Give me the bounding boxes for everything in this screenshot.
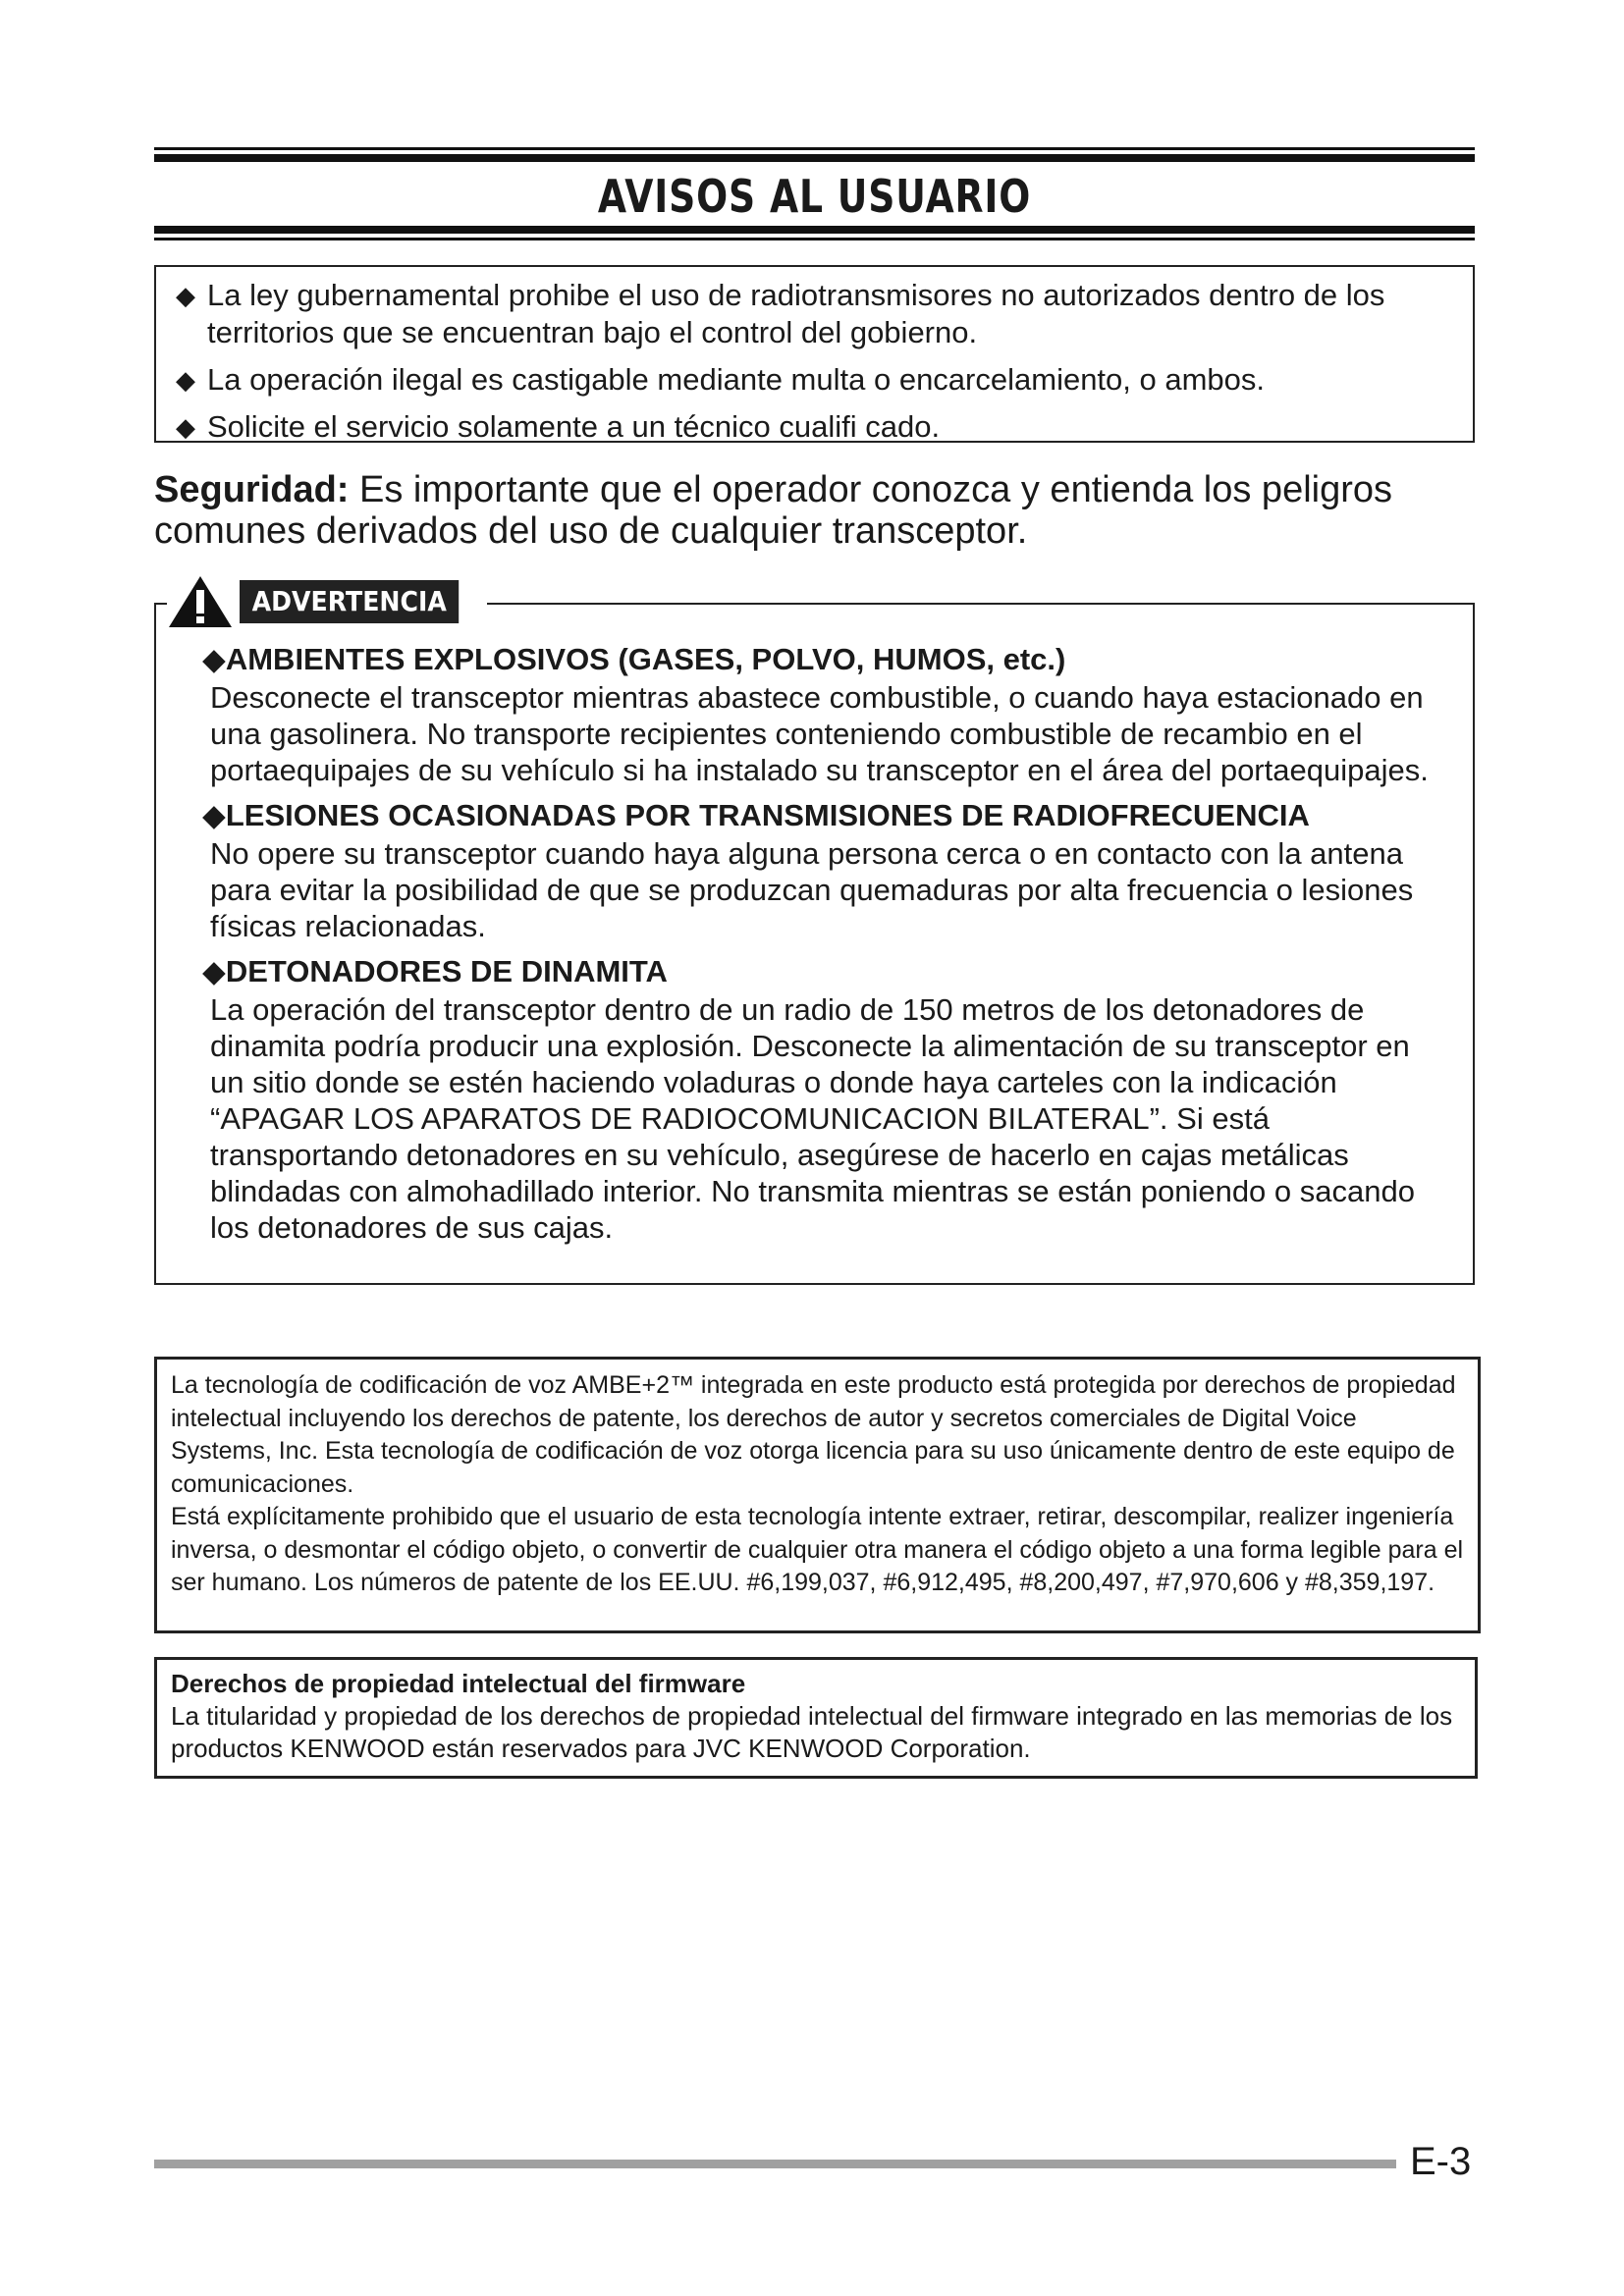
notice-box	[154, 265, 1475, 443]
diamond-bullet-icon: ◆	[176, 412, 195, 442]
firmware-title: Derechos de propiedad intelectual del firmware	[171, 1669, 746, 1698]
footer-bar	[154, 2160, 1396, 2168]
notice-text: La operación ilegal es castigable mediante multa o encarcelamiento, o ambos.	[207, 362, 1266, 397]
warning-label: ADVERTENCIA	[240, 580, 459, 623]
diamond-bullet-icon: ◆	[176, 365, 195, 395]
page-title: AVISOS AL USUARIO	[597, 170, 1032, 223]
page-number: E-3	[1410, 2140, 1472, 2183]
warning-heading-detonators: ◆DETONADORES DE DINAMITA	[202, 954, 668, 988]
notice-item	[176, 408, 1434, 446]
warning-body-detonators: La operación del transceptor dentro de un radio de 150 metros de los detonadores de dinamita podría producir una explosión. Desconecte la alimentación de su transceptor en un sitio donde se estén haciendo voladuras o donde haya carteles con la indicación “APAGAR LOS APARATOS DE RADIOCOMUNICACION BILATERAL”. Si está transportando detonadores en su vehículo, asegúrese de hacerlo en cajas metálicas blindadas con almohadillado interior. No transmita mientras se están poniendo o sacando los detonadores de sus cajas.	[210, 992, 1415, 1245]
notice-item	[176, 361, 1434, 399]
notice-item	[176, 277, 1434, 351]
safety-lead: Seguridad:	[154, 469, 350, 510]
firmware-notice-box	[154, 1657, 1478, 1779]
warning-heading-rf-injuries: ◆LESIONES OCASIONADAS POR TRANSMISIONES DE RADIOFRECUENCIA	[202, 798, 1310, 832]
warning-badge	[167, 574, 487, 629]
warning-triangle-icon	[167, 574, 234, 629]
warning-heading-explosives: ◆AMBIENTES EXPLOSIVOS (GASES, POLVO, HUMOS, etc.)	[202, 642, 1066, 676]
safety-paragraph	[154, 469, 1475, 552]
warning-box	[154, 603, 1475, 1285]
diamond-bullet-icon: ◆	[176, 281, 195, 310]
ambe-paragraph: La tecnología de codificación de voz AMBE+2™ integrada en este producto está protegida por derechos de propiedad intelectual incluyendo los derechos de patente, los derechos de autor y secretos comerciales de Digital Voice Systems, Inc. Esta tecnología de codificación de voz otorga licencia para su uso únicamente dentro de este equipo de comunicaciones.	[171, 1371, 1456, 1498]
title-rule-bottom	[154, 226, 1475, 240]
ambe-notice-box	[154, 1357, 1481, 1633]
title-rule-top	[154, 147, 1475, 162]
notice-text: La ley gubernamental prohibe el uso de radiotransmisores no autorizados dentro de los territorios que se encuentran bajo el control del gobierno.	[207, 278, 1385, 349]
safety-text: Es importante que el operador conozca y entienda los peligros comunes derivados del uso de cualquier transceptor.	[154, 469, 1393, 552]
warning-body-rf-injuries: No opere su transceptor cuando haya alguna persona cerca o en contacto con la antena para evitar la posibilidad de que se produzcan quemaduras por alta frecuencia o lesiones físicas relacionadas.	[210, 836, 1414, 943]
notice-text: Solicite el servicio solamente a un técnico cualifi cado.	[207, 409, 941, 444]
firmware-text: La titularidad y propiedad de los derechos de propiedad intelectual del firmware integrado en las memorias de los productos KENWOOD están reservados para JVC KENWOOD Corporation.	[171, 1701, 1453, 1763]
ambe-paragraph: Está explícitamente prohibido que el usuario de esta tecnología intente extraer, retirar, descompilar, realizer ingeniería inversa, o desmontar el código objeto, o convertir de cualquier otra manera el código objeto a una forma legible para el ser humano. Los números de patente de los EE.UU. #6,199,037, #6,912,495, #8,200,497, #7,970,606 y #8,359,197.	[171, 1503, 1464, 1596]
warning-body-explosives: Desconecte el transceptor mientras abastece combustible, o cuando haya estacionado en una gasolinera. No transporte recipientes conteniendo combustible de recambio en el portaequipajes de su vehículo si ha instalado su transceptor en el área del portaequipajes.	[210, 680, 1429, 787]
